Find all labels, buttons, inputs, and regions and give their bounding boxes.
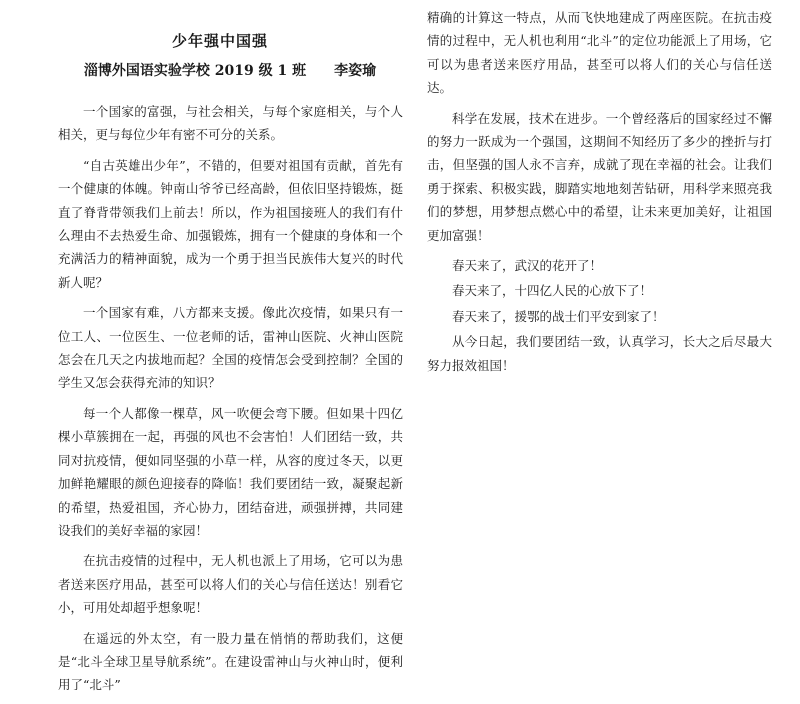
author-name: 李姿瑜 bbox=[334, 63, 377, 79]
paragraph: 一个国家的富强，与社会相关，与每个家庭相关，与个人相关，更与每位少年有密不可分的关系。 bbox=[58, 104, 403, 143]
paragraph: 科学在发展，技术在进步。一个曾经落后的国家经过不懈的努力一跃成为一个强国，这期间不知经历了多少的挫折与打击，但坚强的国人永不言弃，成就了现在幸福的社会。让我们勇于探索、积极实践，脚踏实地地刻苦钻研，用科学来照亮我们的梦想，用梦想点燃心中的希望，让未来更加美好，让祖国更加富强！ bbox=[427, 110, 772, 243]
paragraph: 在遥远的外太空，有一股力量在悄悄的帮助我们，这便是“北斗全球卫星导航系统”。在建设雷神山与火神山时，便利用了“北斗” bbox=[58, 630, 403, 693]
paragraph: 一个国家有难，八方都来支援。像此次疫情，如果只有一位工人、一位医生、一位老师的话，雷神山医院、火神山医院怎会在几天之内拔地而起？全国的疫情怎会受到控制？全国的学生又怎会获得充沛的知识？ bbox=[58, 305, 403, 391]
essay-byline bbox=[20, 60, 440, 80]
right-text-column bbox=[427, 6, 772, 384]
paragraph: 每一个人都像一棵草，风一吹便会弯下腰。但如果十四亿棵小草簇拥在一起，再强的风也不会害怕！人们团结一致，共同对抗疫情，便如同坚强的小草一样，从容的度过冬天，以更加鲜艳耀眼的颜色迎接春的降临！我们要团结一致，凝聚起新的希望，热爱祖国，齐心协力，团结奋进，顽强拼搏，共同建设我们的美好幸福的家园！ bbox=[58, 405, 403, 538]
paragraph: 从今日起，我们要团结一致，认真学习，长大之后尽最大努力报效祖国！ bbox=[427, 334, 772, 373]
paragraph-continued: 精确的计算这一特点，从而飞快地建成了两座医院。在抗击疫情的过程中，无人机也利用“北斗”的定位功能派上了用场，它可以为患者送来医疗用品，甚至可以将人们的关心与信任送达。 bbox=[427, 10, 772, 96]
school-class-label: 淄博外国语实验学校 2019 级 1 班 bbox=[83, 63, 307, 79]
left-text-column bbox=[58, 100, 403, 704]
paragraph: 春天来了，援鄂的战士们平安到家了！ bbox=[452, 308, 665, 324]
paragraph: 在抗击疫情的过程中，无人机也派上了用场，它可以为患者送来医疗用品，甚至可以将人们的关心与信任送达！别看它小，可用处却超乎想象呢！ bbox=[58, 553, 403, 616]
essay-title: 少年强中国强 bbox=[171, 32, 268, 50]
paragraph: 春天来了，武汉的花开了！ bbox=[452, 258, 603, 274]
paragraph: “自古英雄出少年”，不错的，但要对祖国有贡献，首先有一个健康的体魄。钟南山爷爷已经高龄，但依旧坚持锻炼，挺直了脊背带领我们上前去！所以，作为祖国接班人的我们有什么理由不去热爱生命、加强锻炼，拥有一个健康的身体和一个充满活力的精神面貌，成为一个勇于担当民族伟大复兴的时代新人呢？ bbox=[58, 157, 403, 290]
paragraph: 春天来了，十四亿人民的心放下了！ bbox=[452, 283, 653, 299]
